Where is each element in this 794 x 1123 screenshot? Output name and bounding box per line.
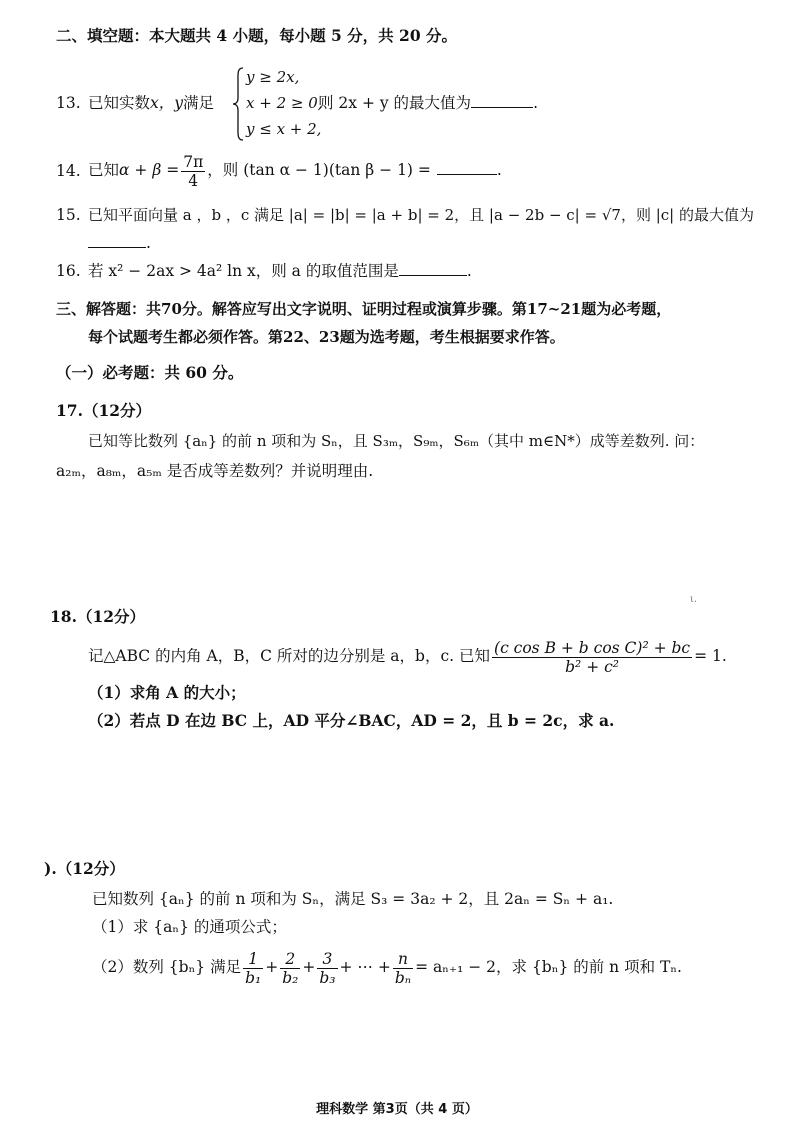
q14-suffix: ，则 (tan α − 1)(tan β − 1) = [207,161,431,179]
section3-heading-line1: 三、解答题：共70分。解答应写出文字说明、证明过程或演算步骤。第17~21题为必考题， [56,300,672,318]
section3-heading-line2: 每个试题考生都必须作答。第22、23题为选考题，考生根据要求作答。 [88,328,565,346]
page-footer: 理科数学 第3页（共 4 页） [316,1102,478,1117]
q15-answer-blank[interactable] [88,233,146,248]
q19-frac3-num: 3 [317,950,337,969]
q17-line1: 已知等比数列 {aₙ} 的前 n 项和为 Sₙ，且 S₃ₘ，S₉ₘ，S₆ₘ（其中 m∈N*）成等差数列. 问： [88,432,705,450]
q19-part2-prefix: （2）数列 {bₙ} 满足 [92,958,242,976]
q17-label: 17.（12分） [56,401,152,420]
q19-line1: 已知数列 {aₙ} 的前 n 项和为 Sₙ，满足 S₃ = 3a₂ + 2，且 2aₙ = Sₙ + a₁. [92,890,614,908]
q18-frac-den: b² + c² [565,657,619,676]
q15-blank-line [88,232,151,254]
q14-lhs: α + β = [119,161,180,179]
q18-line1-prefix: 记△ABC 的内角 A，B，C 所对的边分别是 a，b，c. 已知 [88,647,491,665]
q13-cond1: y ≥ 2x, [246,68,300,86]
scan-smudge: ι. [690,594,698,605]
q18-frac-num: (c cos B + b cos C)² + bc [494,638,691,657]
q13-mid: 满足 [183,94,215,112]
q14-body [88,150,502,190]
q13-system [232,66,322,142]
q19-frac1-num: 1 [243,950,263,969]
q17-line2: a₂ₘ，a₈ₘ，a₅ₘ 是否成等差数列？并说明理由. [56,462,374,480]
q16-body [88,260,472,282]
section2-heading: 二、填空题：本大题共 4 小题，每小题 5 分，共 20 分。 [56,26,458,45]
q19-fracn [393,950,413,987]
q14-prefix: 已知 [88,161,120,179]
q13-prefix-text: 已知实数 [88,94,151,112]
q13-answer-blank[interactable] [471,93,533,108]
q13-number: 13. [56,94,81,112]
q19-frac2 [280,950,300,987]
q13-vars: x，y [150,94,184,112]
q19-part2-suffix: = aₙ₊₁ − 2，求 {bₙ} 的前 n 项和 Tₙ. [415,958,682,976]
q19-frac2-num: 2 [280,950,300,969]
q18-part2: （2）若点 D 在边 BC 上，AD 平分∠BAC，AD = 2，且 b = 2c，求 a. [88,711,615,730]
q18-part1: （1）求角 A 的大小； [88,683,246,702]
q14-frac-num: 7π [183,152,204,171]
q13-prefix [88,92,214,114]
q19-part2: （2）数列 {bₙ} 满足 $\frac{1}{\text{b₁}}$ + $\frac{2}{\text{b₂}}$ + $\frac{3}{\text{b₃}}$ + ⋯ + $\frac{n}{\text{bₙ}}$ = aₙ₊₁ − 2，求 {bₙ} 的前 n 项和 Tₙ. [92,949,682,987]
q14-end: . [496,161,502,179]
q13-suffix-text: 则 2x + y 的最大值为 [318,94,472,112]
q13-end: . [533,94,538,112]
q19-frac3-den: b₃ [319,968,336,987]
q14-answer-blank[interactable] [437,160,497,175]
q13-cond3: y ≤ x + 2, [246,120,322,138]
q19-frac1-den: b₁ [245,968,262,987]
q18-line1-suffix: = 1. [694,647,727,665]
q13-cond2: x + 2 ≥ 0, [246,94,323,112]
q16-end: . [466,262,472,280]
q14-number: 14. [56,162,81,180]
q19-fracn-den: bₙ [394,968,412,987]
q16-text: 若 x² − 2ax > 4a² ln x，则 a 的取值范围是 [88,262,399,280]
q18-fraction [492,639,692,676]
q15-number: 15. [56,206,81,224]
q13-suffix [318,92,538,114]
q15-text: 已知平面向量 a ，b ，c 满足 |a| = |b| = |a + b| = 2，且 |a − 2b − c| = √7，则 |c| 的最大值为 [88,206,754,224]
q19-frac3 [317,950,337,987]
q19-frac1 [243,950,263,987]
q14-fraction [181,153,205,190]
q19-part1: （1）求 {aₙ} 的通项公式； [92,918,287,936]
part1-heading: （一）必考题：共 60 分。 [56,363,244,382]
q19-label: ).（12分） [44,859,125,878]
q18-line1 [88,636,727,676]
q15-end: . [146,234,151,252]
q18-label: 18.（12分） [50,607,146,626]
q16-answer-blank[interactable] [399,261,467,276]
q19-fracn-num: n [393,950,413,969]
q19-frac2-den: b₂ [282,968,299,987]
q16-number: 16. [56,262,81,280]
left-brace-icon [232,66,244,142]
q14-frac-den: 4 [188,171,199,190]
